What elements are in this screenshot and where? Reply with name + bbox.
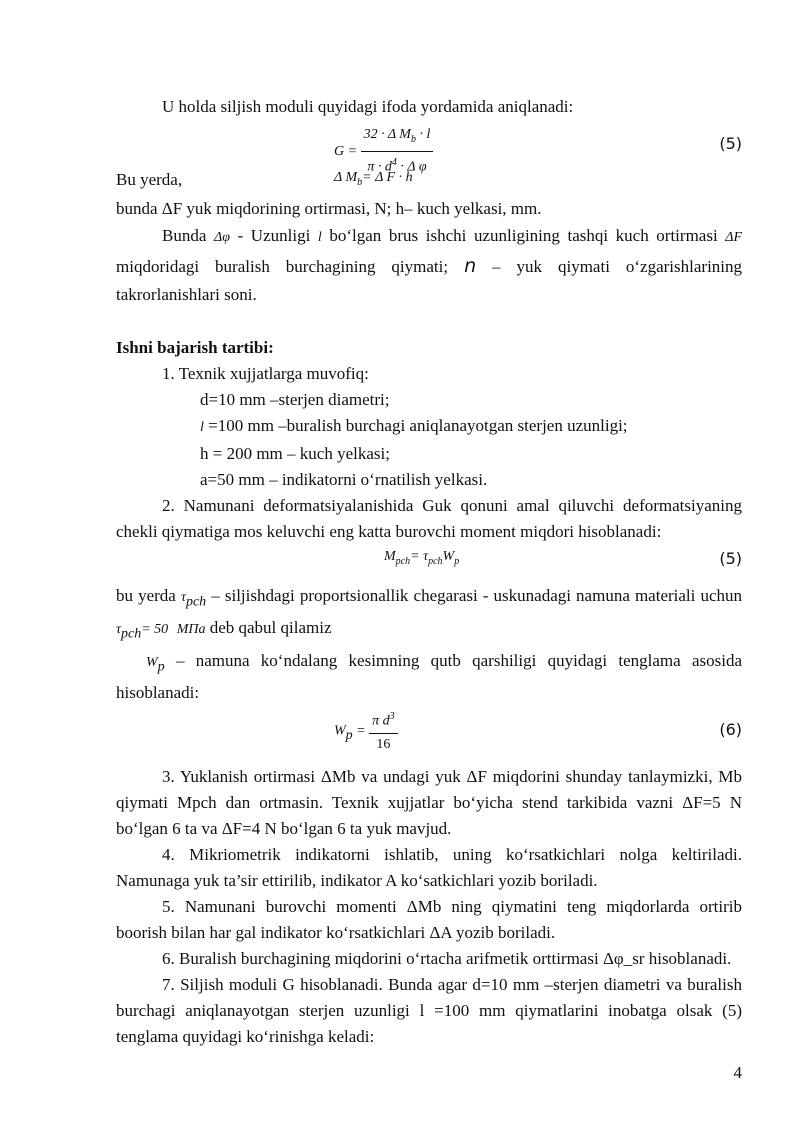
step-1-item-4: a=50 mm – indikatorni o‘rnatilish yelkasi. [200,470,488,489]
bu-yerda-line [116,170,742,196]
eq5a-lhs: G [334,144,345,160]
tau-paragraph: bu yerda $\tau_{pch}$ – siljishdagi proportsionallik chegarasi - uskunadagi namuna materiali uchun $\tau_{pch}= 50$ МПа deb qabul qilamiz [116,586,742,642]
wp-paragraph: $W_p$ – namuna ko‘ndalang kesimning qutb qarshiligi quyidagi tenglama asosida hisoblanadi: [116,650,743,703]
intro-text: U holda siljish moduli quyidagi ifoda yordamida aniqlanadi: [162,97,574,116]
step-7: 7. Siljish moduli G hisoblanadi. Bunda agar d=10 mm –sterjen diametri va buralish burchagi aniqlanayotgan sterjen uzunligi l =100 mm qiymatlarini inobatga olsak (5) tenglama quyidagi ko‘rinishga keladi: [116,975,742,1047]
page-number: 4 [733,1063,742,1082]
eq6-number: (6) [719,720,742,740]
document-page [116,94,742,1050]
step-1-item-2: l =100 mm –buralish burchagi aniqlanayotgan sterjen uzunligi; [200,416,628,435]
step-3: 3. Yuklanish ortirmasi ΔMb va undagi yuk ΔF miqdorini shunday tanlaymizki, Mb qiymati Mpch dan ortmasin. Texnik xujjatlar bo‘yicha stend tarkibida vazni ΔF=5 N bo‘lgan 6 ta va ΔF=4 N bo‘lgan 6 ta yuk mavjud. [116,767,742,839]
eq5a-fraction: $\frac{32 \cdot \Delta M_b \cdot l}{\pi \cdot d^4 \cdot \Delta \varphi}$ [361,126,434,176]
step-4: 4. Mikriometrik indikatorni ishlatib, uning ko‘rsatkichlari nolga keltiriladi. Namunaga yuk ta’sir ettirilib, indikator A ko‘satkichlari yozib boriladi. [116,845,742,891]
bu-yerda-label: Bu yerda, [116,170,183,189]
step-6: 6. Buralish burchagining miqdorini o‘rtacha arifmetik orttirmasi Δφ_sr hisoblanadi. [162,949,732,969]
step-2: 2. Namunani deformatsiyalanishida Guk qonuni amal qiluvchi deformatsiyaning chekli qiymatiga mos keluvchi eng katta burovchi moment miqdori hisoblanadi: [116,496,742,541]
step-1-item-1: d=10 mm –sterjen diametri; [200,390,390,409]
step-1-item-3: h = 200 mm – kuch yelkasi; [200,444,390,463]
equation-5b: $M_{pch}= \tau_{pch}W_p$ (5) [384,549,742,568]
section-heading: Ishni bajarish tartibi: [116,338,274,357]
eq5a-number: (5) [719,134,742,153]
bunda-line: bunda ΔF yuk miqdorining ortirmasi, N; h– kuch yelkasi, mm. [116,199,542,218]
step-1: 1. Texnik xujjatlarga muvofiq: [162,364,369,383]
step-5: 5. Namunani burovchi momenti ΔMb ning qiymatini teng miqdorlarda ortirib boorish bilan har gal indikator ko‘rsatkichlari ΔA yozib boriladi. [116,897,742,943]
para-dphi: Bunda Δφ - Uzunligi l bo‘lgan brus ishchi uzunligining tashqi kuch ortirmasi ΔF miqdoridagi buralish burchagining qiymati; n – yuk qiymati o‘zgarishlarining takrorlanishlari soni. [116,226,743,304]
equation-5a: G = $\frac{32 \cdot \Delta M_b \cdot l}{\pi \cdot d^4 \cdot \Delta \varphi}$ (5) [334,127,742,175]
eq5b-number: (5) [719,549,742,568]
equation-6: $W_p$ = $\frac{\pi d^3}{16}$ (6) [116,706,742,758]
eq-delta-mb: Δ $M_b= \Delta$ F · h [334,170,413,188]
